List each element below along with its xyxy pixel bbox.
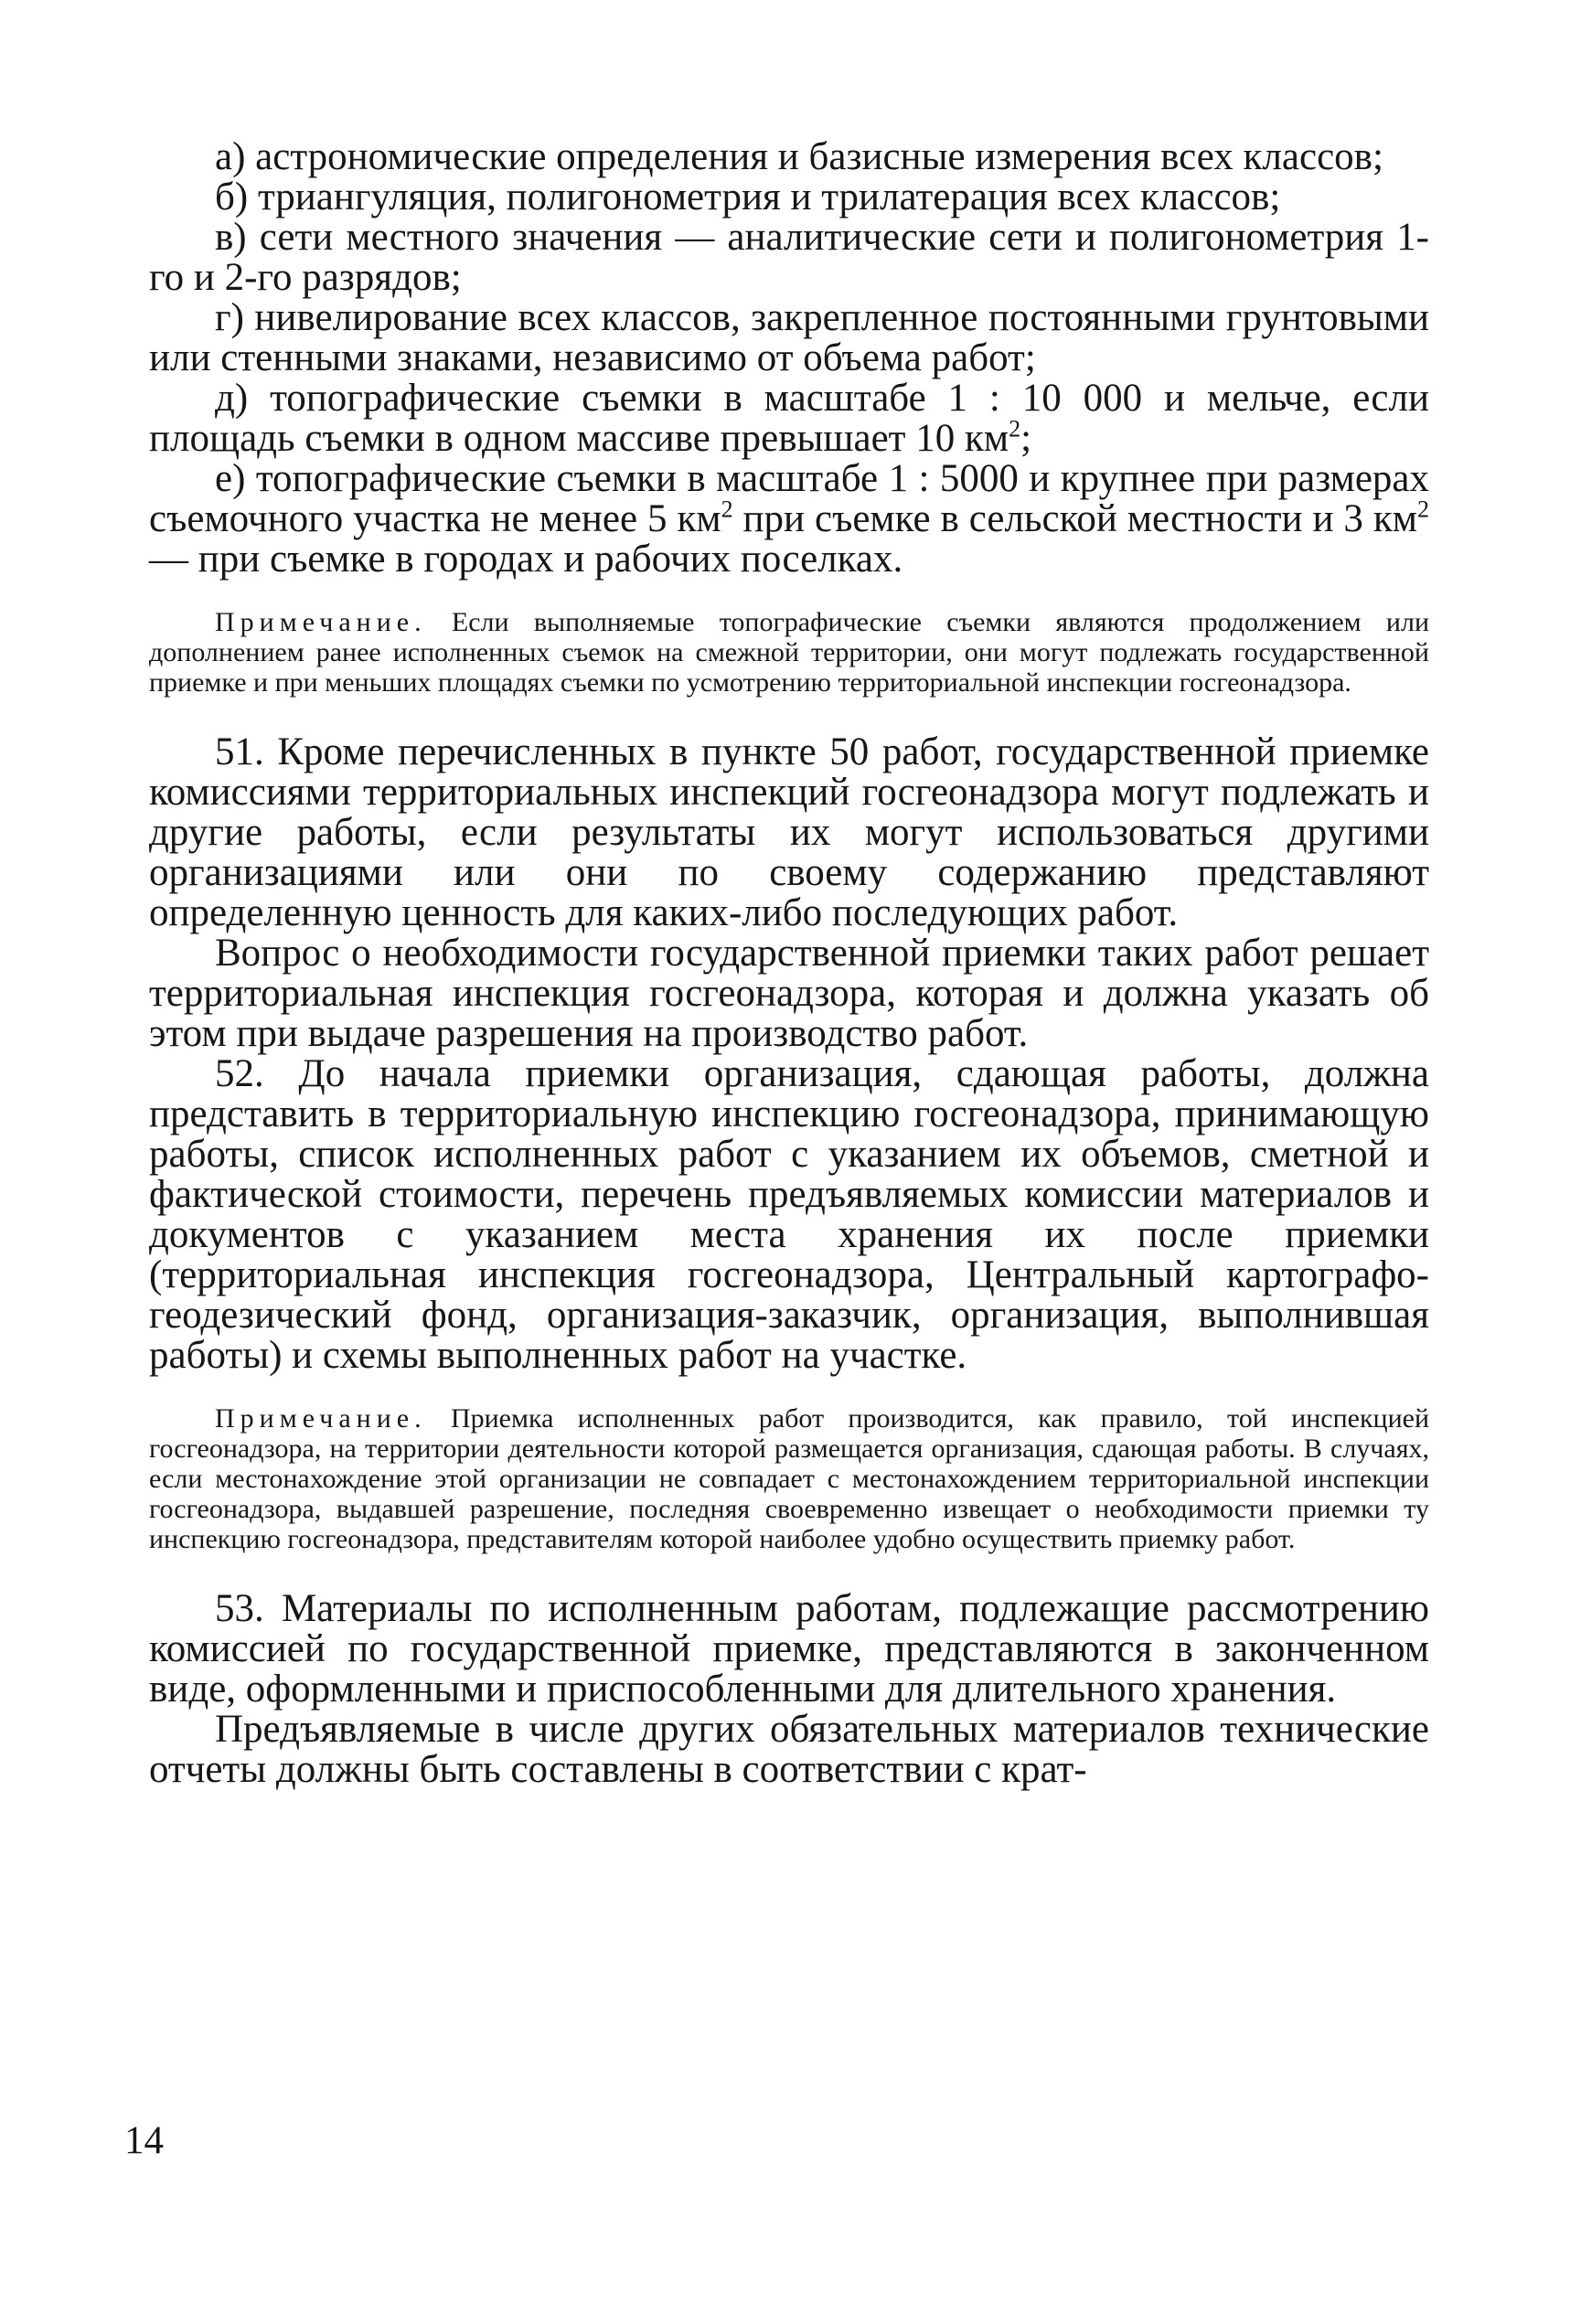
- superscript-2: 2: [1417, 496, 1429, 523]
- paragraph-53: 53. Материалы по исполненным работам, подлежащие рассмотрению комиссией по государственной приемке, представляются в законченном виде, оформленными и приспособленными для длительного хранения.: [149, 1587, 1429, 1711]
- list-item-e-text-1: е) топографические съемки в масштабе 1 : 5000 и крупнее при размерах съемочного участка не менее 5 км: [149, 457, 1429, 540]
- list-item-e: [149, 459, 1429, 580]
- list-item-d-text: д) топографические съемки в масштабе 1 : 10 000 и мельче, если площадь съемки в одном массиве превышает 10 км: [149, 377, 1429, 460]
- note-text: Приемка исполненных работ производится, как правило, той инспекцией госгеонадзора, на территории деятельности которой размещается организация, сдающая работы. В случаях, если местонахождение этой организации не совпадает с местонахождением территориальной инспекции госгеонадзора, выдавшей разрешение, последняя своевременно извещает о необходимости приемки ту инспекцию госгеонадзора, представителям которой наиболее удобно осуществить приемку работ.: [149, 1403, 1429, 1554]
- list-item-b: б) триангуляция, полигонометрия и трилатерация всех классов;: [215, 176, 1281, 219]
- paragraph-52: 52. До начала приемки организация, сдающая работы, должна представить в территориальную инспекцию госгеонадзора, принимающую работы, список исполненных работ с указанием их объемов, сметной и фактической стоимости, перечень предъявляемых комиссии материалов и документов с указанием места хранения их после приемки (территориальная инспекция госгеонадзора, Центральный картографо-геодезический фонд, организация-заказчик, организация, выполнившая работы) и схемы выполненных работ на участке.: [149, 1052, 1429, 1377]
- paragraph-51: 51. Кроме перечисленных в пункте 50 работ, государственной приемке комиссиями территориальных инспекций госгеонадзора могут подлежать и другие работы, если результаты их могут использоваться другими организациями или они по своему содержанию представляют определенную ценность для каких-либо последующих работ.: [149, 730, 1429, 934]
- list-item-v: в) сети местного значения — аналитические сети и полигонометрия 1-го и 2-го разрядов;: [149, 216, 1429, 299]
- note-text: Если выполняемые топографические съемки являются продолжением или дополнением ранее исполненных съемок на смежной территории, они могут подлежать государственной приемке и при меньших площадях съемки по усмотрению территориальной инспекции госгеонадзора.: [149, 607, 1429, 698]
- page-number: 14: [124, 2119, 164, 2162]
- note-label: Примечание.: [215, 607, 427, 637]
- superscript-2: 2: [1009, 415, 1021, 442]
- list-item-a: а) астрономические определения и базисные измерения всех классов;: [215, 135, 1383, 178]
- list-item-g: г) нивелирование всех классов, закрепленное постоянными грунтовыми или стенными знаками, независимо от объема работ;: [149, 296, 1429, 379]
- note-2: [149, 1403, 1429, 1554]
- note-1: [149, 607, 1429, 698]
- list-item-e-text-2: при съемке в сельской местности и 3 км: [732, 497, 1417, 540]
- list-item-d-end: ;: [1020, 417, 1032, 460]
- list-item-e-text-3: — при съемке в городах и рабочих поселках.: [149, 538, 903, 581]
- list-item-d: [149, 378, 1429, 459]
- paragraph-51-continuation: Вопрос о необходимости государственной приемки таких работ решает территориальная инспекция госгеонадзора, которая и должна указать об этом при выдаче разрешения на производство работ.: [149, 932, 1429, 1055]
- note-label: Примечание.: [215, 1403, 427, 1434]
- superscript-2: 2: [721, 496, 733, 523]
- paragraph-53-continuation: Предъявляемые в числе других обязательных материалов технические отчеты должны быть составлены в соответствии с крат-: [149, 1708, 1429, 1791]
- page-body: [149, 137, 1429, 1790]
